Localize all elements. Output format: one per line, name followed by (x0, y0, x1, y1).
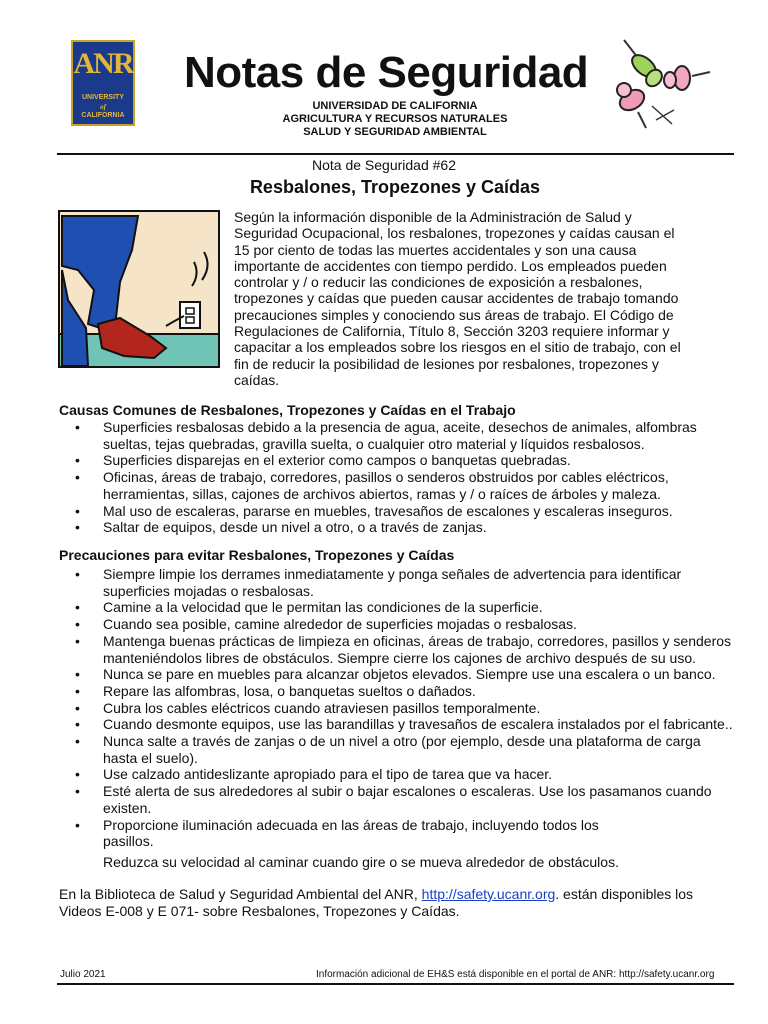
list-item: • Oficinas, áreas de trabajo, corredores, pasillos o senderos obstruidos por cables eléctricos, herramientas, sillas, cajones de archivos abiertos, ramas y / o raíces de árboles y maleza. (75, 469, 735, 502)
subtitle-university: UNIVERSIDAD DE CALIFORNIA (312, 100, 478, 112)
footer-info: Información adicional de EH&S está disponible en el portal de ANR: http://safety.ucanr.org (316, 969, 715, 980)
header-divider (57, 153, 734, 155)
list-item: • Mantenga buenas prácticas de limpieza en oficinas, áreas de trabajo, corredores, pasillos y senderos manteniéndolos libres de obstáculos. Siempre cierre los cajones de archivo después de su uso. (75, 633, 735, 666)
logo-line-university: UNIVERSITY (81, 94, 124, 101)
logo-line-of: of (100, 103, 106, 111)
library-text-before: En la Biblioteca de Salud y Seguridad Ambiental del ANR, (59, 886, 422, 902)
list-item: • Superficies resbalosas debido a la presencia de agua, aceite, desechos de animales, alfombras sueltas, tejas quebradas, gravilla suelta, o cualquier otro material y líquidos resbalosos. (75, 419, 735, 452)
list-item: • Superficies disparejas en el exterior como campos o banquetas quebradas. (75, 452, 735, 469)
list-item: • Cuando sea posible, camine alrededor de superficies mojadas o resbalosas. (75, 616, 735, 633)
list-item: • Repare las alfombras, losa, o banquetas sueltos o dañados. (75, 683, 735, 700)
note-number: Nota de Seguridad #62 (312, 157, 456, 173)
subtitle-agriculture: AGRICULTURA Y RECURSOS NATURALES (282, 113, 508, 125)
note-title: Resbalones, Tropezones y Caídas (249, 177, 541, 197)
anr-logo (71, 40, 135, 126)
list-item: • Mal uso de escaleras, pararse en muebles, travesaños de escalones y escaleras inseguros. (75, 503, 735, 520)
safety-link[interactable]: http://safety.ucanr.org (421, 886, 556, 902)
list-item: • Siempre limpie los derrames inmediatamente y ponga señales de advertencia para identificar superficies mojadas o resbalosas. (75, 566, 735, 599)
page-title: Notas de Seguridad (184, 48, 589, 97)
causes-list (75, 419, 735, 536)
library-paragraph (59, 886, 729, 920)
pushpins-icon (612, 36, 712, 132)
precautions-heading: Precauciones para evitar Resbalones, Tropezones y Caídas (59, 547, 455, 563)
precautions-list (75, 566, 735, 850)
list-item: • Cuando desmonte equipos, use las barandillas y travesaños de escalera instalados por el fabricante.. (75, 716, 735, 733)
logo-line-california: CALIFORNIA (81, 112, 125, 119)
footer-divider (57, 983, 734, 985)
list-item: • Esté alerta de sus alrededores al subir o bajar escalones o escaleras. Use los pasamanos cuando existen. (75, 783, 735, 816)
logo-letters: ANR (73, 47, 133, 80)
causes-heading: Causas Comunes de Resbalones, Tropezones y Caídas en el Trabajo (59, 402, 516, 418)
subtitle-health: SALUD Y SEGURIDAD AMBIENTAL (303, 126, 487, 138)
slipping-person-illustration (58, 210, 220, 368)
list-item: • Nunca se pare en muebles para alcanzar objetos elevados. Siempre use una escalera o un banco. (75, 666, 735, 683)
list-item: • Use calzado antideslizante apropiado para el tipo de tarea que va hacer. (75, 766, 735, 783)
list-item: • Nunca salte a través de zanjas o de un nivel a otro (por ejemplo, desde una plataforma de carga hasta el suelo). (75, 733, 735, 766)
library-text-after: . están disponibles los Videos E-008 y E 071- sobre Resbalones, Tropezones y Caídas. (59, 886, 694, 919)
intro-paragraph: Según la información disponible de la Administración de Salud y Seguridad Ocupacional, los resbalones, tropezones y caídas causan el 15 por ciento de todas las muertes accidentales y son una causa importante de accidentes con tiempo perdido. Los empleados pueden controlar y / o reducir las condiciones de exposición a resbalones, tropezones y caídas que pueden causar accidentes de trabajo tomando precauciones simples y conociendo sus áreas de trabajo. El Código de Regulaciones de California, Título 8, Sección 3203 requiere informar y capacitar a los empleados sobre los riesgos en el sitio de trabajo, con el fin de reducir la posibilidad de lesiones por resbalones, tropezones y caídas. (234, 209, 681, 388)
list-item: • Cubra los cables eléctricos cuando atraviesen pasillos temporalmente. (75, 700, 735, 717)
reduce-speed-note: Reduzca su velocidad al caminar cuando gire o se mueva alrededor de obstáculos. (103, 854, 619, 870)
list-item: • Proporcione iluminación adecuada en las áreas de trabajo, incluyendo todos los pasillos. (75, 817, 603, 850)
list-item: • Saltar de equipos, desde un nivel a otro, o a través de zanjas. (75, 519, 735, 536)
list-item: • Camine a la velocidad que le permitan las condiciones de la superficie. (75, 599, 735, 616)
footer-date: Julio 2021 (60, 969, 106, 980)
